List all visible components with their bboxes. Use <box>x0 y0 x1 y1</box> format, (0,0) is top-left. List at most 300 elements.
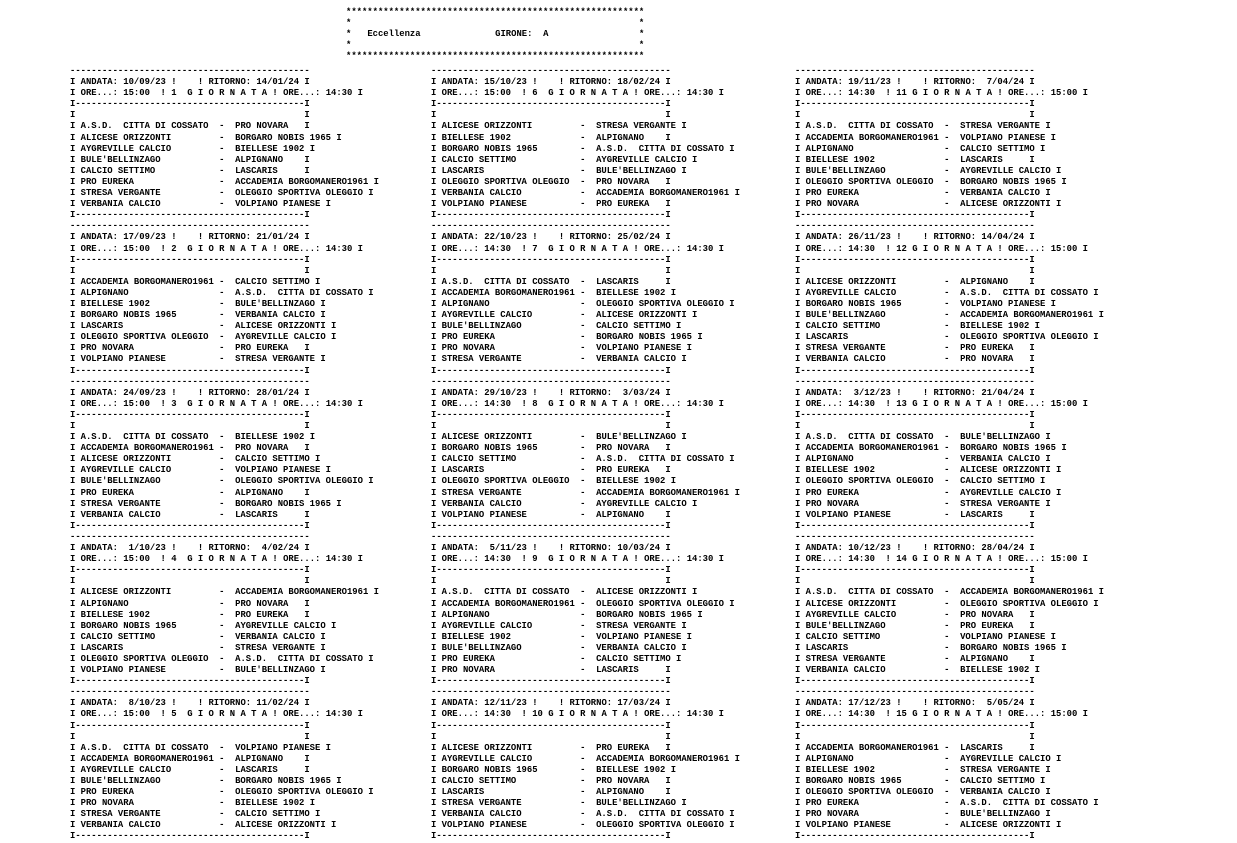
andata-date: 19/11/23 <box>848 77 891 88</box>
ore-label: ORE...: <box>1008 243 1046 254</box>
giornata-label: G I O R N A T A <box>912 554 993 565</box>
home-team: OLEGGIO SPORTIVA OLEGGIO <box>805 176 934 187</box>
giornata-label: G I O R N A T A <box>187 243 268 254</box>
ore-label: ORE...: <box>644 554 682 565</box>
away-team: VERBANIA CALCIO <box>960 787 1041 798</box>
away-team: STRESA VERGANTE <box>960 121 1041 132</box>
home-team: PRO NOVARA <box>441 665 495 676</box>
home-team: ACCADEMIA BORGOMANERO1961 <box>80 276 214 287</box>
away-team: OLEGGIO SPORTIVA OLEGGIO <box>235 188 363 199</box>
giornata-label: G I O R N A T A <box>187 88 268 99</box>
ritorno-date: 21/01/24 <box>256 232 300 243</box>
home-team: LASCARIS <box>441 465 485 476</box>
andata-label: ANDATA: <box>805 698 843 709</box>
home-team: ALICESE ORIZZONTI <box>441 742 533 753</box>
ore-andata: 15:00 <box>123 398 150 409</box>
ore-label: ORE...: <box>805 88 843 99</box>
home-team: VOLPIANO PIANESE <box>441 820 527 831</box>
match-row: I BORGARO NOBIS 1965 - VOLPIANO PIANESE I <box>795 298 1056 309</box>
match-row: I BULE'BELLINZAGO - ALPIGNANO I <box>70 154 310 165</box>
round-1-box: --------------------------------------------- I ANDATA: 10/09/23 ! ! RITORNO: 14/01/24 I I ORE...: 15:00 ! 1 G I O R N A T A ! ORE...: 14:30 I I-------------------------------------------I I I I A.S.D. CITTA DI COSSATO - PRO NOVARA I I ALICESE ORIZZONTI - BORGARO NOBIS 1965 I I AYGREVILLE CALCIO - BIELLESE 1902 I I BULE'BELLINZAGO - ALPIGNANO I I CALCIO SETTIMO - LASCARIS I I PRO EUREKA - ACCADEMIA BORGOMANERO1961 I I STRESA VERGANTE - OLEGGIO SPORTIVA OLEGGIO I I VERBANIA CALCIO - VOLPIANO PIANESE I I-------------------------------------------I <box>70 66 379 221</box>
away-team: BORGARO NOBIS 1965 <box>235 498 331 509</box>
away-team: ACCADEMIA BORGOMANERO1961 <box>596 188 730 199</box>
home-team: BIELLESE 1902 <box>80 609 150 620</box>
home-team: CALCIO SETTIMO <box>805 631 881 642</box>
home-team: A.S.D. CITTA DI COSSATO <box>80 432 209 443</box>
match-row: I VERBANIA CALCIO - LASCARIS I <box>70 509 310 520</box>
ore-ritorno: 15:00 <box>1050 554 1078 565</box>
away-team: ALICESE ORIZZONTI <box>960 465 1051 476</box>
away-team: OLEGGIO SPORTIVA OLEGGIO <box>596 298 724 309</box>
match-row: I VERBANIA CALCIO - AYGREVILLE CALCIO I <box>431 498 698 509</box>
match-row: I CALCIO SETTIMO - VERBANIA CALCIO I <box>70 631 326 642</box>
away-team: CALCIO SETTIMO <box>960 776 1035 786</box>
away-team: BIELLESE 1902 <box>235 798 305 809</box>
ore-ritorno: 14:30 <box>325 88 353 99</box>
match-row: I A.S.D. CITTA DI COSSATO - STRESA VERGANTE I <box>795 121 1051 132</box>
home-team: VERBANIA CALCIO <box>805 665 886 676</box>
match-row: I STRESA VERGANTE - BORGARO NOBIS 1965 I <box>70 498 342 509</box>
match-row: I VOLPIANO PIANESE - PRO EUREKA I <box>431 199 671 210</box>
away-team: BORGARO NOBIS 1965 <box>235 132 331 143</box>
match-row: I ACCADEMIA BORGOMANERO1961 - BORGARO NOBIS 1965 I <box>795 443 1067 454</box>
away-team: BULE'BELLINZAGO <box>235 665 316 676</box>
match-row: I CALCIO SETTIMO - AYGREVILLE CALCIO I <box>431 154 698 165</box>
home-team: OLEGGIO SPORTIVA OLEGGIO <box>441 176 570 187</box>
away-team: STRESA VERGANTE <box>235 354 316 365</box>
match-row: I CALCIO SETTIMO - A.S.D. CITTA DI COSSATO I <box>431 454 735 465</box>
home-team: LASCARIS <box>80 321 124 332</box>
away-team: AYGREVILLE CALCIO <box>596 154 687 165</box>
ore-andata: 14:30 <box>848 709 875 720</box>
match-row: I OLEGGIO SPORTIVA OLEGGIO - CALCIO SETTIMO I <box>795 476 1046 487</box>
home-team: PRO EUREKA <box>80 176 134 187</box>
andata-date: 8/10/23 <box>123 698 166 709</box>
away-team: ALICESE ORIZZONTI <box>235 321 326 332</box>
match-row: I BIELLESE 1902 - BULE'BELLINZAGO I <box>70 298 326 309</box>
round-8-box: --------------------------------------------- I ANDATA: 29/10/23 ! ! RITORNO: 3/03/24 I I ORE...: 14:30 ! 8 G I O R N A T A ! ORE...: 14:30 I I-------------------------------------------I I I I ALICESE ORIZZONTI - BULE'BELLINZAGO I I BORGARO NOBIS 1965 - PRO NOVARA I I CALCIO SETTIMO - A.S.D. CITTA DI COSSATO I I LASCARIS - PRO EUREKA I I OLEGGIO SPORTIVA OLEGGIO - BIELLESE 1902 I I STRESA VERGANTE - ACCADEMIA BORGOMANERO1961 I I VERBANIA CALCIO - AYGREVILLE CALCIO I I VOLPIANO PIANESE - ALPIGNANO I I-------------------------------------------I <box>431 376 740 531</box>
andata-label: ANDATA: <box>805 543 843 554</box>
giornata-number: 8 <box>532 398 538 409</box>
home-team: BORGARO NOBIS 1965 <box>805 298 902 309</box>
home-team: CALCIO SETTIMO <box>441 776 517 786</box>
home-team: BIELLESE 1902 <box>805 465 875 476</box>
match-row: I VOLPIANO PIANESE - LASCARIS I <box>795 509 1035 520</box>
match-row: I VOLPIANO PIANESE - BULE'BELLINZAGO I <box>70 665 326 676</box>
away-team: A.S.D. CITTA DI COSSATO <box>596 454 724 465</box>
match-row: I ALICESE ORIZZONTI - ALPIGNANO I <box>795 276 1035 287</box>
match-row: I A.S.D. CITTA DI COSSATO - ACCADEMIA BORGOMANERO1961 I <box>795 587 1104 598</box>
away-team: OLEGGIO SPORTIVA OLEGGIO <box>235 787 363 798</box>
away-team: LASCARIS <box>960 154 1003 165</box>
ritorno-label: RITORNO: <box>569 543 613 554</box>
match-row: I OLEGGIO SPORTIVA OLEGGIO - VERBANIA CALCIO I <box>795 787 1051 798</box>
ritorno-date: 10/03/24 <box>617 543 661 554</box>
home-team: LASCARIS <box>441 787 485 798</box>
away-team: A.S.D. CITTA DI COSSATO <box>960 287 1088 298</box>
home-team: VOLPIANO PIANESE <box>441 509 527 520</box>
home-team: PRO NOVARA <box>80 798 134 809</box>
away-team: LASCARIS <box>235 165 278 176</box>
giornata-label: G I O R N A T A <box>548 398 629 409</box>
home-team: VOLPIANO PIANESE <box>805 820 891 831</box>
home-team: CALCIO SETTIMO <box>805 321 881 332</box>
away-team: ALPIGNANO <box>235 487 284 498</box>
match-row: I ALPIGNANO - CALCIO SETTIMO I <box>795 143 1046 154</box>
match-row: I BORGARO NOBIS 1965 - CALCIO SETTIMO I <box>795 776 1046 786</box>
away-team: CALCIO SETTIMO <box>235 454 310 465</box>
schedule-column-1 <box>70 66 379 843</box>
home-team: STRESA VERGANTE <box>805 653 886 664</box>
ore-label: ORE...: <box>441 709 479 720</box>
match-row: I AYGREVILLE CALCIO - ACCADEMIA BORGOMANERO1961 I <box>431 753 740 764</box>
home-team: BULE'BELLINZAGO <box>805 165 886 176</box>
home-team: VERBANIA CALCIO <box>80 820 161 831</box>
away-team: PRO NOVARA <box>960 354 1014 365</box>
away-team: AYGREVILLE CALCIO <box>235 332 326 343</box>
giornata-label: G I O R N A T A <box>548 709 629 720</box>
andata-label: ANDATA: <box>805 77 843 88</box>
ore-label: ORE...: <box>441 554 479 565</box>
away-team: PRO NOVARA <box>235 443 289 454</box>
round-2-box: --------------------------------------------- I ANDATA: 17/09/23 ! ! RITORNO: 21/01/24 I I ORE...: 15:00 ! 2 G I O R N A T A ! ORE...: 14:30 I I-------------------------------------------I I I I ACCADEMIA BORGOMANERO1961 - CALCIO SETTIMO I I ALPIGNANO - A.S.D. CITTA DI COSSATO I I BIELLESE 1902 - BULE'BELLINZAGO I I BORGARO NOBIS 1965 - VERBANIA CALCIO I I LASCARIS - ALICESE ORIZZONTI I I OLEGGIO SPORTIVA OLEGGIO - AYGREVILLE CALCIO I I PRO NOVARA - PRO EUREKA I I VOLPIANO PIANESE - STRESA VERGANTE I I-------------------------------------------I <box>70 221 374 376</box>
away-team: ALICESE ORIZZONTI <box>596 310 687 321</box>
home-team: PRO NOVARA <box>805 809 859 820</box>
ore-andata: 15:00 <box>123 243 150 254</box>
match-row: I BULE'BELLINZAGO - AYGREVILLE CALCIO I <box>795 165 1062 176</box>
match-row: I ACCADEMIA BORGOMANERO1961 - ALPIGNANO I <box>70 753 310 764</box>
match-row: I BORGARO NOBIS 1965 - VERBANIA CALCIO I <box>70 310 326 321</box>
ore-ritorno: 15:00 <box>1050 88 1078 99</box>
home-team: OLEGGIO SPORTIVA OLEGGIO <box>441 476 570 487</box>
away-team: LASCARIS <box>960 742 1003 753</box>
match-row: I OLEGGIO SPORTIVA OLEGGIO - A.S.D. CITTA DI COSSATO I <box>70 653 374 664</box>
ore-label: ORE...: <box>644 243 682 254</box>
away-team: AYGREVILLE CALCIO <box>960 165 1051 176</box>
ore-ritorno: 14:30 <box>325 554 353 565</box>
home-team: ALICESE ORIZZONTI <box>441 121 533 132</box>
home-team: VERBANIA CALCIO <box>441 188 522 199</box>
home-team: ACCADEMIA BORGOMANERO1961 <box>805 742 939 753</box>
ore-andata: 14:30 <box>484 398 511 409</box>
away-team: PRO EUREKA <box>960 620 1014 631</box>
away-team: BULE'BELLINZAGO <box>596 798 676 809</box>
ritorno-label: RITORNO: <box>933 387 977 398</box>
match-row: I BORGARO NOBIS 1965 - BIELLESE 1902 I <box>431 764 677 775</box>
match-row: I PRO EUREKA - CALCIO SETTIMO I <box>431 653 682 664</box>
giornata-number: 6 <box>532 88 538 99</box>
girone-value: A <box>543 29 549 40</box>
home-team: BIELLESE 1902 <box>441 631 511 642</box>
away-team: VERBANIA CALCIO <box>960 188 1041 199</box>
ritorno-label: RITORNO: <box>208 232 252 243</box>
away-team: ALPIGNANO <box>596 787 645 798</box>
ritorno-date: 7/04/24 <box>981 77 1025 88</box>
match-row: I LASCARIS - STRESA VERGANTE I <box>70 642 326 653</box>
home-team: LASCARIS <box>80 642 124 653</box>
away-team: AYGREVILLE CALCIO <box>960 753 1051 764</box>
away-team: ACCADEMIA BORGOMANERO1961 <box>960 310 1094 321</box>
home-team: STRESA VERGANTE <box>80 498 161 509</box>
away-team: BIELLESE 1902 <box>960 665 1030 676</box>
away-team: ALICESE ORIZZONTI <box>235 820 326 831</box>
home-team: CALCIO SETTIMO <box>80 631 156 642</box>
home-team: ALICESE ORIZZONTI <box>80 587 172 598</box>
away-team: OLEGGIO SPORTIVA OLEGGIO <box>596 820 724 831</box>
away-team: BIELLESE 1902 <box>235 432 305 443</box>
away-team: ALICESE ORIZZONTI <box>960 199 1051 210</box>
ore-ritorno: 15:00 <box>1050 709 1078 720</box>
championship-name: Eccellenza <box>367 29 421 40</box>
match-row: I VERBANIA CALCIO - ALICESE ORIZZONTI I <box>70 820 337 831</box>
home-team: BIELLESE 1902 <box>441 132 511 143</box>
giornata-number: 11 <box>896 88 907 99</box>
giornata-number: 1 <box>171 88 177 99</box>
round-7-box: --------------------------------------------- I ANDATA: 22/10/23 ! ! RITORNO: 25/02/24 I I ORE...: 14:30 ! 7 G I O R N A T A ! ORE...: 14:30 I I-------------------------------------------I I I I A.S.D. CITTA DI COSSATO - LASCARIS I I ACCADEMIA BORGOMANERO1961 - BIELLESE 1902 I I ALPIGNANO - OLEGGIO SPORTIVA OLEGGIO I I AYGREVILLE CALCIO - ALICESE ORIZZONTI I I BULE'BELLINZAGO - CALCIO SETTIMO I I PRO EUREKA - BORGARO NOBIS 1965 I I PRO NOVARA - VOLPIANO PIANESE I I STRESA VERGANTE - VERBANIA CALCIO I I-------------------------------------------I <box>431 221 735 376</box>
away-team: BULE'BELLINZAGO <box>960 432 1041 443</box>
giornata-label: G I O R N A T A <box>912 243 993 254</box>
round-15-box: --------------------------------------------- I ANDATA: 17/12/23 ! ! RITORNO: 5/05/24 I I ORE...: 14:30 ! 15 G I O R N A T A ! ORE...: 15:00 I I-------------------------------------------I I I I ACCADEMIA BORGOMANERO1961 - LASCARIS I I ALPIGNANO - AYGREVILLE CALCIO I I BIELLESE 1902 - STRESA VERGANTE I I BORGARO NOBIS 1965 - CALCIO SETTIMO I I OLEGGIO SPORTIVA OLEGGIO - VERBANIA CALCIO I I PRO EUREKA - A.S.D. CITTA DI COSSATO I I PRO NOVARA - BULE'BELLINZAGO I I VOLPIANO PIANESE - ALICESE ORIZZONTI I I-------------------------------------------I <box>795 687 1099 842</box>
home-team: STRESA VERGANTE <box>441 487 522 498</box>
away-team: PRO NOVARA <box>596 776 650 786</box>
ore-ritorno: 14:30 <box>686 709 714 720</box>
home-team: BULE'BELLINZAGO <box>805 310 886 321</box>
away-team: BULE'BELLINZAGO <box>596 165 676 176</box>
andata-label: ANDATA: <box>441 232 479 243</box>
away-team: ACCADEMIA BORGOMANERO1961 <box>235 587 369 598</box>
away-team: OLEGGIO SPORTIVA OLEGGIO <box>960 598 1088 609</box>
away-team: LASCARIS <box>960 509 1003 520</box>
andata-date: 24/09/23 <box>123 387 166 398</box>
away-team: CALCIO SETTIMO <box>960 476 1035 487</box>
match-row: I LASCARIS - OLEGGIO SPORTIVA OLEGGIO I <box>795 332 1099 343</box>
away-team: STRESA VERGANTE <box>596 620 677 631</box>
ore-label: ORE...: <box>283 88 321 99</box>
match-row: I PRO EUREKA - VERBANIA CALCIO I <box>795 188 1051 199</box>
home-team: ALPIGNANO <box>805 454 854 465</box>
away-team: CALCIO SETTIMO <box>960 143 1035 154</box>
home-team: AYGREVILLE CALCIO <box>80 764 172 775</box>
giornata-number: 5 <box>171 709 177 720</box>
match-row: I VERBANIA CALCIO - BIELLESE 1902 I <box>795 665 1041 676</box>
match-row: I STRESA VERGANTE - ALPIGNANO I <box>795 653 1035 664</box>
andata-date: 17/09/23 <box>123 232 166 243</box>
home-team: PRO EUREKA <box>441 653 495 664</box>
match-row: I PRO NOVARA - ALICESE ORIZZONTI I <box>795 199 1062 210</box>
giornata-label: G I O R N A T A <box>187 554 268 565</box>
match-row: I A.S.D. CITTA DI COSSATO - PRO NOVARA I <box>70 121 310 132</box>
away-team: VERBANIA CALCIO <box>235 310 316 321</box>
ore-andata: 15:00 <box>484 88 511 99</box>
match-row: I ACCADEMIA BORGOMANERO1961 - PRO NOVARA I <box>70 443 310 454</box>
away-team: ALPIGNANO <box>960 653 1009 664</box>
ore-label: ORE...: <box>441 88 479 99</box>
andata-date: 29/10/23 <box>484 387 527 398</box>
match-row: I A.S.D. CITTA DI COSSATO - ALICESE ORIZZONTI I <box>431 587 698 598</box>
match-row: I BULE'BELLINZAGO - OLEGGIO SPORTIVA OLEGGIO I <box>70 476 374 487</box>
away-team: A.S.D. CITTA DI COSSATO <box>235 287 363 298</box>
ritorno-label: RITORNO: <box>569 77 613 88</box>
match-row: I AYGREVILLE CALCIO - STRESA VERGANTE I <box>431 620 687 631</box>
match-row: I ACCADEMIA BORGOMANERO1961 - LASCARIS I <box>795 742 1035 753</box>
match-row: I STRESA VERGANTE - VERBANIA CALCIO I <box>431 354 687 365</box>
match-row: I LASCARIS - BULE'BELLINZAGO I <box>431 165 687 176</box>
round-3-box: --------------------------------------------- I ANDATA: 24/09/23 ! ! RITORNO: 28/01/24 I I ORE...: 15:00 ! 3 G I O R N A T A ! ORE...: 14:30 I I-------------------------------------------I I I I A.S.D. CITTA DI COSSATO - BIELLESE 1902 I I ACCADEMIA BORGOMANERO1961 - PRO NOVARA I I ALICESE ORIZZONTI - CALCIO SETTIMO I I AYGREVILLE CALCIO - VOLPIANO PIANESE I I BULE'BELLINZAGO - OLEGGIO SPORTIVA OLEGGIO I I PRO EUREKA - ALPIGNANO I I STRESA VERGANTE - BORGARO NOBIS 1965 I I VERBANIA CALCIO - LASCARIS I I-------------------------------------------I <box>70 376 374 531</box>
home-team: VERBANIA CALCIO <box>805 354 886 365</box>
home-team: AYGREVILLE CALCIO <box>441 753 533 764</box>
round-14-box: --------------------------------------------- I ANDATA: 10/12/23 ! ! RITORNO: 28/04/24 I I ORE...: 14:30 ! 14 G I O R N A T A ! ORE...: 15:00 I I-------------------------------------------I I I I A.S.D. CITTA DI COSSATO - ACCADEMIA BORGOMANERO1961 I I ALICESE ORIZZONTI - OLEGGIO SPORTIVA OLEGGIO I I AYGREVILLE CALCIO - PRO NOVARA I I BULE'BELLINZAGO - PRO EUREKA I I CALCIO SETTIMO - VOLPIANO PIANESE I I LASCARIS - BORGARO NOBIS 1965 I I STRESA VERGANTE - ALPIGNANO I I VERBANIA CALCIO - BIELLESE 1902 I I-------------------------------------------I <box>795 531 1104 687</box>
match-row: I VERBANIA CALCIO - PRO NOVARA I <box>795 354 1035 365</box>
home-team: PRO EUREKA <box>80 487 134 498</box>
home-team: ALPIGNANO <box>805 753 854 764</box>
away-team: CALCIO SETTIMO <box>596 321 671 332</box>
ore-label: ORE...: <box>644 88 682 99</box>
ritorno-date: 14/04/24 <box>981 232 1025 243</box>
girone-label: GIRONE: <box>495 29 533 40</box>
match-row: I ALPIGNANO - PRO NOVARA I <box>70 598 310 609</box>
home-team: AYGREVILLE CALCIO <box>441 310 533 321</box>
giornata-number: 2 <box>171 243 177 254</box>
ritorno-label: RITORNO: <box>933 698 977 709</box>
away-team: PRO EUREKA <box>960 343 1014 354</box>
match-row: I VERBANIA CALCIO - VOLPIANO PIANESE I <box>70 199 331 210</box>
round-4-box: --------------------------------------------- I ANDATA: 1/10/23 ! ! RITORNO: 4/02/24 I I ORE...: 15:00 ! 4 G I O R N A T A ! ORE...: 14:30 I I-------------------------------------------I I I I ALICESE ORIZZONTI - ACCADEMIA BORGOMANERO1961 I I ALPIGNANO - PRO NOVARA I I BIELLESE 1902 - PRO EUREKA I I BORGARO NOBIS 1965 - AYGREVILLE CALCIO I I CALCIO SETTIMO - VERBANIA CALCIO I I LASCARIS - STRESA VERGANTE I I OLEGGIO SPORTIVA OLEGGIO - A.S.D. CITTA DI COSSATO I I VOLPIANO PIANESE - BULE'BELLINZAGO I I-------------------------------------------I <box>70 531 379 687</box>
ore-andata: 15:00 <box>123 88 150 99</box>
away-team: LASCARIS <box>596 276 639 287</box>
match-row: I BULE'BELLINZAGO - ACCADEMIA BORGOMANERO1961 I <box>795 310 1104 321</box>
away-team: BORGARO NOBIS 1965 <box>960 176 1056 187</box>
championship-header: ******************************************************** * * * Eccellenza GIRONE: A * * * ******************************************************** <box>346 7 645 62</box>
andata-label: ANDATA: <box>80 387 118 398</box>
away-team: AYGREVILLE CALCIO <box>235 620 326 631</box>
home-team: ALICESE ORIZZONTI <box>805 276 897 287</box>
ore-ritorno: 14:30 <box>686 88 714 99</box>
ritorno-date: 25/02/24 <box>617 232 661 243</box>
away-team: BIELLESE 1902 <box>596 287 666 298</box>
home-team: STRESA VERGANTE <box>441 354 522 365</box>
andata-label: ANDATA: <box>80 232 118 243</box>
match-row: I VOLPIANO PIANESE - OLEGGIO SPORTIVA OLEGGIO I <box>431 820 735 831</box>
ritorno-label: RITORNO: <box>208 698 252 709</box>
home-team: VOLPIANO PIANESE <box>805 509 891 520</box>
andata-label: ANDATA: <box>80 77 118 88</box>
andata-date: 12/11/23 <box>484 698 527 709</box>
schedule-column-3 <box>795 66 1104 843</box>
away-team: ACCADEMIA BORGOMANERO1961 <box>960 587 1094 598</box>
ritorno-date: 11/02/24 <box>256 698 300 709</box>
away-team: ACCADEMIA BORGOMANERO1961 <box>235 176 369 187</box>
ore-label: ORE...: <box>80 243 118 254</box>
match-row: I BIELLESE 1902 - LASCARIS I <box>795 154 1035 165</box>
away-team: OLEGGIO SPORTIVA OLEGGIO <box>235 476 363 487</box>
andata-label: ANDATA: <box>441 698 479 709</box>
home-team: BULE'BELLINZAGO <box>441 321 522 332</box>
home-team: CALCIO SETTIMO <box>441 154 517 165</box>
away-team: STRESA VERGANTE <box>960 498 1041 509</box>
home-team: ACCADEMIA BORGOMANERO1961 <box>441 598 575 609</box>
home-team: PRO EUREKA <box>441 332 495 343</box>
match-row: I A.S.D. CITTA DI COSSATO - BIELLESE 1902 I <box>70 432 316 443</box>
match-row: I ALPIGNANO - OLEGGIO SPORTIVA OLEGGIO I <box>431 298 735 309</box>
ore-label: ORE...: <box>644 709 682 720</box>
match-row: I BULE'BELLINZAGO - PRO EUREKA I <box>795 620 1035 631</box>
away-team: CALCIO SETTIMO <box>596 653 671 664</box>
match-row: I PRO EUREKA - OLEGGIO SPORTIVA OLEGGIO I <box>70 787 374 798</box>
away-team: PRO NOVARA <box>596 443 650 454</box>
round-13-box: --------------------------------------------- I ANDATA: 3/12/23 ! ! RITORNO: 21/04/24 I I ORE...: 14:30 ! 13 G I O R N A T A ! ORE...: 15:00 I I-------------------------------------------I I I I A.S.D. CITTA DI COSSATO - BULE'BELLINZAGO I I ACCADEMIA BORGOMANERO1961 - BORGARO NOBIS 1965 I I ALPIGNANO - VERBANIA CALCIO I I BIELLESE 1902 - ALICESE ORIZZONTI I I OLEGGIO SPORTIVA OLEGGIO - CALCIO SETTIMO I I PRO EUREKA - AYGREVILLE CALCIO I I PRO NOVARA - STRESA VERGANTE I I VOLPIANO PIANESE - LASCARIS I I-------------------------------------------I <box>795 376 1088 531</box>
match-row: I STRESA VERGANTE - CALCIO SETTIMO I <box>70 809 321 820</box>
ore-label: ORE...: <box>80 398 118 409</box>
home-team: OLEGGIO SPORTIVA OLEGGIO <box>805 476 934 487</box>
match-row: I AYGREVILLE CALCIO - BIELLESE 1902 I <box>70 143 316 154</box>
match-row: I BIELLESE 1902 - ALICESE ORIZZONTI I <box>795 465 1062 476</box>
ore-ritorno: 15:00 <box>1050 243 1078 254</box>
away-team: VERBANIA CALCIO <box>235 631 315 642</box>
match-row: I VERBANIA CALCIO - ACCADEMIA BORGOMANERO1961 I <box>431 188 740 199</box>
away-team: VOLPIANO PIANESE <box>235 199 321 210</box>
match-row: I OLEGGIO SPORTIVA OLEGGIO - BORGARO NOBIS 1965 I <box>795 176 1067 187</box>
ore-andata: 14:30 <box>484 709 511 720</box>
home-team: PRO EUREKA <box>805 487 859 498</box>
ritorno-label: RITORNO: <box>569 232 613 243</box>
home-team: BORGARO NOBIS 1965 <box>80 620 177 631</box>
ritorno-label: RITORNO: <box>208 543 252 554</box>
match-row: I BORGARO NOBIS 1965 - AYGREVILLE CALCIO I <box>70 620 337 631</box>
andata-label: ANDATA: <box>80 543 118 554</box>
home-team: BORGARO NOBIS 1965 <box>441 764 538 775</box>
away-team: BULE'BELLINZAGO <box>596 432 677 443</box>
ore-label: ORE...: <box>283 554 321 565</box>
home-team: A.S.D. CITTA DI COSSATO <box>441 276 570 287</box>
ore-label: ORE...: <box>805 398 843 409</box>
match-row: I AYGREVILLE CALCIO - PRO NOVARA I <box>795 609 1035 620</box>
giornata-number: 7 <box>532 243 538 254</box>
match-row: I ALPIGNANO - VERBANIA CALCIO I <box>795 454 1051 465</box>
home-team: VERBANIA CALCIO <box>80 509 161 520</box>
home-team: ACCADEMIA BORGOMANERO1961 <box>805 443 939 454</box>
giornata-number: 15 <box>896 709 907 720</box>
match-row: I AYGREVILLE CALCIO - VOLPIANO PIANESE I <box>70 465 331 476</box>
andata-date: 17/12/23 <box>848 698 891 709</box>
home-team: PRO NOVARA <box>441 343 495 354</box>
giornata-label: G I O R N A T A <box>548 88 629 99</box>
away-team: VOLPIANO PIANESE <box>235 465 321 476</box>
round-11-box: --------------------------------------------- I ANDATA: 19/11/23 ! ! RITORNO: 7/04/24 I I ORE...: 14:30 ! 11 G I O R N A T A ! ORE...: 15:00 I I-------------------------------------------I I I I A.S.D. CITTA DI COSSATO - STRESA VERGANTE I I ACCADEMIA BORGOMANERO1961 - VOLPIANO PIANESE I I ALPIGNANO - CALCIO SETTIMO I I BIELLESE 1902 - LASCARIS I I BULE'BELLINZAGO - AYGREVILLE CALCIO I I OLEGGIO SPORTIVA OLEGGIO - BORGARO NOBIS 1965 I I PRO EUREKA - VERBANIA CALCIO I I PRO NOVARA - ALICESE ORIZZONTI I I-------------------------------------------I <box>795 66 1088 221</box>
giornata-label: G I O R N A T A <box>912 398 993 409</box>
round-5-box: --------------------------------------------- I ANDATA: 8/10/23 ! ! RITORNO: 11/02/24 I I ORE...: 15:00 ! 5 G I O R N A T A ! ORE...: 14:30 I I-------------------------------------------I I I I A.S.D. CITTA DI COSSATO - VOLPIANO PIANESE I I ACCADEMIA BORGOMANERO1961 - ALPIGNANO I I AYGREVILLE CALCIO - LASCARIS I I BULE'BELLINZAGO - BORGARO NOBIS 1965 I I PRO EUREKA - OLEGGIO SPORTIVA OLEGGIO I I PRO NOVARA - BIELLESE 1902 I I STRESA VERGANTE - CALCIO SETTIMO I I VERBANIA CALCIO - ALICESE ORIZZONTI I I-------------------------------------------I <box>70 687 374 842</box>
ritorno-label: RITORNO: <box>569 698 613 709</box>
ritorno-label: RITORNO: <box>933 543 977 554</box>
giornata-label: G I O R N A T A <box>548 554 629 565</box>
home-team: VERBANIA CALCIO <box>441 809 522 820</box>
giornata-number: 3 <box>171 398 177 409</box>
away-team: LASCARIS <box>235 509 278 520</box>
giornata-number: 10 <box>532 709 543 720</box>
home-team: ALPIGNANO <box>441 298 490 309</box>
match-row: I CALCIO SETTIMO - PRO NOVARA I <box>431 776 671 786</box>
match-row: I VOLPIANO PIANESE - ALPIGNANO I <box>431 509 671 520</box>
ore-ritorno: 15:00 <box>1050 398 1078 409</box>
home-team: BIELLESE 1902 <box>80 298 150 309</box>
match-row: I CALCIO SETTIMO - VOLPIANO PIANESE I <box>795 631 1056 642</box>
giornata-number: 12 <box>896 243 907 254</box>
match-row: I ALPIGNANO - BORGARO NOBIS 1965 I <box>431 609 703 620</box>
match-row: I STRESA VERGANTE - PRO EUREKA I <box>795 343 1035 354</box>
home-team: PRO NOVARA <box>80 343 134 354</box>
away-team: VERBANIA CALCIO <box>596 642 676 653</box>
home-team: PRO NOVARA <box>805 199 859 210</box>
ore-ritorno: 14:30 <box>686 554 714 565</box>
